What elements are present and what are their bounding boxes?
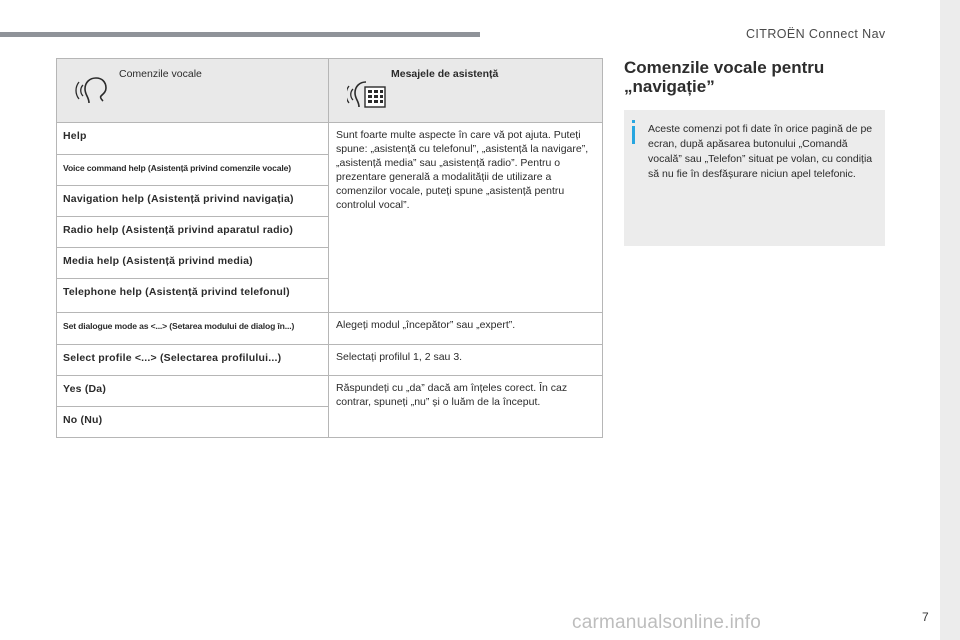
table-header-row — [57, 59, 603, 123]
command-radio-help: Radio help (Asistență privind aparatul radio) — [57, 217, 329, 248]
messages-column-header: Mesajele de asistență — [391, 68, 499, 80]
brand-title: CITROËN Connect Nav — [746, 27, 886, 41]
table-header-messages — [329, 59, 603, 123]
table-row — [57, 123, 603, 155]
yes-no-description: Răspundeți cu „da” dacă am înțeles corect. În caz contrar, spuneți „nu” și o luăm de la început. — [329, 376, 603, 438]
table-row — [57, 313, 603, 345]
header-rule — [0, 32, 480, 37]
commands-column-header: Comenzile vocale — [119, 68, 202, 80]
help-description: Sunt foarte multe aspecte în care vă pot ajuta. Puteți spune: „asistență cu telefonul”, „asistență la navigare”, „asistență media” sau „asistență radio”. Pentru o prezentare generală a modalității de utilizare a comenzilor vocale, puteți spune „asistență pentru controlul vocal”. — [329, 123, 603, 313]
command-telephone-help: Telephone help (Asistență privind telefonul) — [57, 279, 329, 313]
select-profile-description: Selectați profilul 1, 2 sau 3. — [329, 345, 603, 376]
info-text: Aceste comenzi pot fi date în orice pagină de pe ecran, după apăsarea butonului „Comandă vocală” sau „Telefon” situat pe volan, cu condiția să nu fie în desfășurare niciun apel telefonic. — [648, 123, 873, 180]
table-header-commands — [57, 59, 329, 123]
table-row — [57, 345, 603, 376]
watermark: carmanualsonline.info — [572, 612, 762, 633]
side-strip — [940, 0, 960, 640]
voice-commands-table — [56, 58, 603, 438]
voice-assistant-keypad-icon — [347, 73, 387, 111]
command-navigation-help: Navigation help (Asistență privind navigația) — [57, 186, 329, 217]
command-help: Help — [57, 123, 329, 155]
command-dialogue-mode: Set dialogue mode as <...> (Setarea modului de dialog în...) — [57, 313, 329, 345]
command-yes: Yes (Da) — [57, 376, 329, 407]
command-voice-help: Voice command help (Asistență privind comenzile vocale) — [57, 155, 329, 186]
info-icon-bar — [632, 126, 635, 144]
info-box — [624, 110, 885, 246]
section-title: Comenzile vocale pentru „navigație” — [624, 58, 825, 96]
command-select-profile: Select profile <...> (Selectarea profilului...) — [57, 345, 329, 376]
table-row — [57, 376, 603, 407]
command-media-help: Media help (Asistență privind media) — [57, 248, 329, 279]
dialogue-mode-description: Alegeți modul „începător” sau „expert”. — [329, 313, 603, 345]
command-no: No (Nu) — [57, 407, 329, 438]
page-number: 7 — [922, 610, 929, 624]
voice-command-icon — [75, 73, 111, 107]
info-icon — [632, 120, 635, 123]
